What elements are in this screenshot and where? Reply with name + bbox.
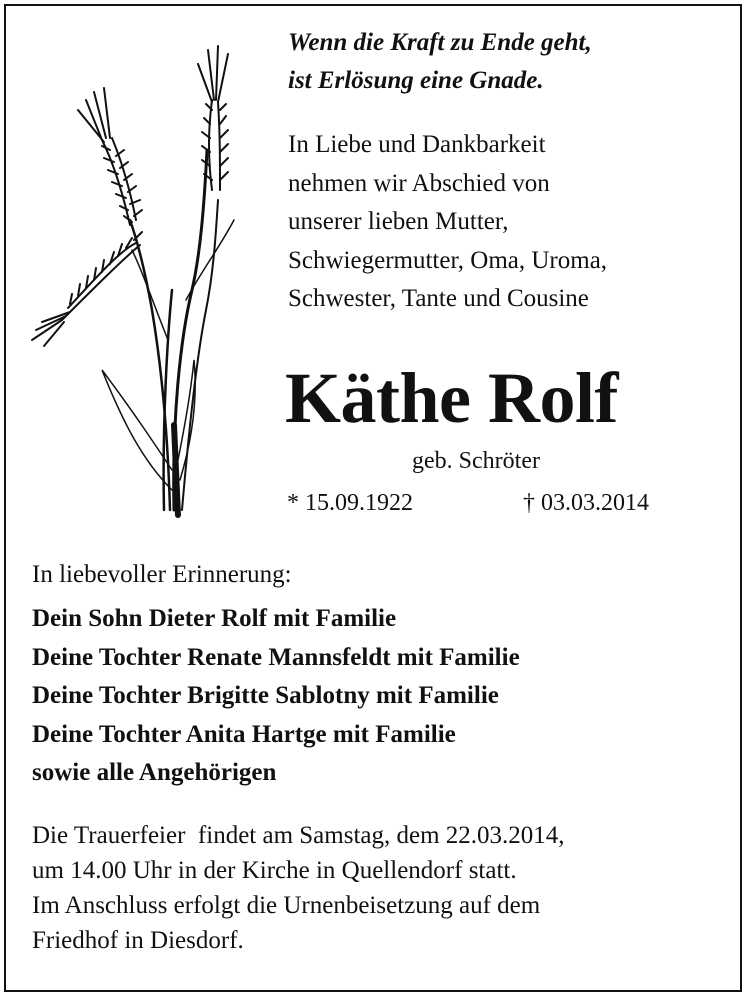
funeral-line: Die Trauerfeier findet am Samstag, dem 22.03.2014,	[32, 822, 565, 849]
intro-line: unserer lieben Mutter,	[288, 208, 509, 235]
wheat-ears-icon	[22, 40, 262, 520]
mourner-line: Deine Tochter Brigitte Sablotny mit Familie	[32, 682, 499, 709]
mourner-line: Dein Sohn Dieter Rolf mit Familie	[32, 605, 397, 632]
death-date: † 03.03.2014	[523, 490, 649, 516]
funeral-line: Friedhof in Diesdorf.	[32, 927, 244, 954]
mourner-line: sowie alle Angehörigen	[32, 759, 277, 786]
life-dates	[287, 488, 707, 522]
mourner-line: Deine Tochter Renate Mannsfeldt mit Familie	[32, 643, 520, 671]
motto-line: ist Erlösung eine Gnade.	[288, 67, 544, 94]
funeral-notice	[32, 818, 732, 958]
memory-heading: In liebevoller Erinnerung:	[32, 561, 292, 588]
intro-line: nehmen wir Abschied von	[288, 169, 550, 197]
motto	[288, 24, 728, 100]
intro-text	[288, 126, 738, 319]
birth-name: geb. Schröter	[412, 448, 540, 474]
motto-line: Wenn die Kraft zu Ende geht,	[288, 29, 592, 56]
deceased-name: Käthe Rolf	[285, 358, 618, 438]
intro-line: In Liebe und Dankbarkeit	[288, 131, 546, 158]
mourners-list	[32, 600, 732, 793]
mourner-line: Deine Tochter Anita Hartge mit Familie	[32, 720, 456, 748]
funeral-line: um 14.00 Uhr in der Kirche in Quellendorf statt.	[32, 857, 517, 884]
intro-line: Schwester, Tante und Cousine	[288, 285, 589, 312]
intro-line: Schwiegermutter, Oma, Uroma,	[288, 246, 608, 274]
funeral-line: Im Anschluss erfolgt die Urnenbeisetzung auf dem	[32, 892, 541, 919]
birth-date: * 15.09.1922	[287, 490, 413, 516]
